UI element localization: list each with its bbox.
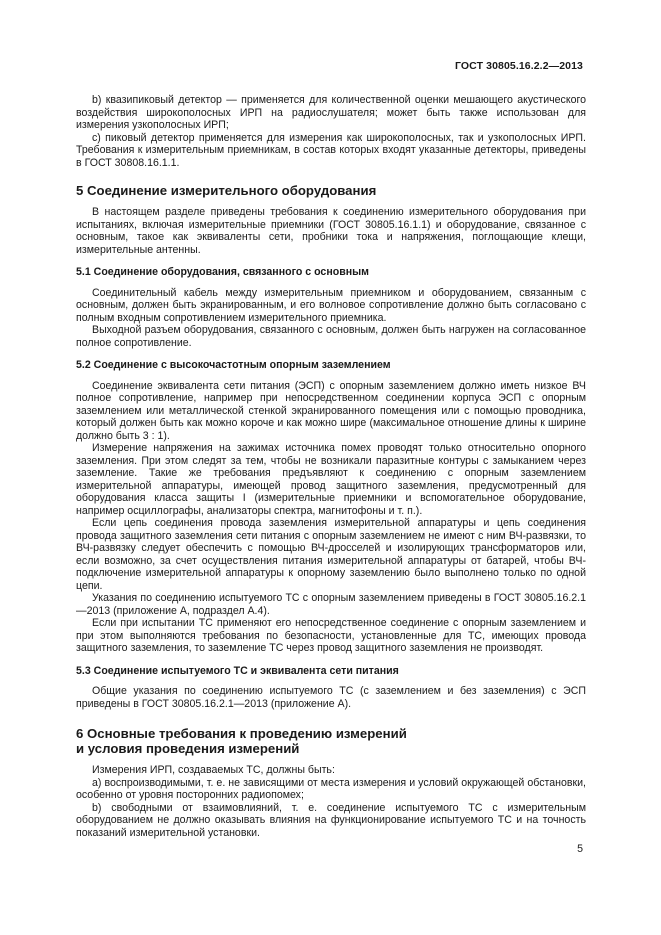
subsection-5-1-title: 5.1 Соединение оборудования, связанного с основным — [76, 266, 369, 278]
subsection-5-2-paragraph-5: Если при испытании ТС применяют его непосредственное соединение с опорным заземлением и при этом выполняются требования по безопасности, установленные для ТС, имеющих провода защитного заземления, то заземление ТС через провод защитного заземления не производят. — [76, 617, 586, 654]
subsection-5-1-paragraph-1: Соединительный кабель между измерительным приемником и оборудованием, связанным с основным, должен быть экранированным, и его волновое сопротивление должно быть согласовано с полным входным сопротивлением измерительного приемника. — [76, 286, 586, 324]
subsection-5-3-paragraph: Общие указания по соединению испытуемого ТС (с заземлением и без заземления) с ЭСП приведены в ГОСТ 30805.16.2.1—2013 (приложение А). — [76, 685, 586, 710]
section-6-title-line-2: и условия проведения измерений — [76, 741, 300, 756]
intro-item-c: c) пиковый детектор применяется для измерения как широкополосных, так и узкополосных ИРП. Требования к измерительным приемникам, в состав которых входят указанные детекторы, приведены в ГОСТ 30808.16.1.1. — [76, 131, 586, 169]
section-6-intro: Измерения ИРП, создаваемых ТС, должны быть: — [92, 764, 335, 776]
document-code-header: ГОСТ 30805.16.2.2—2013 — [455, 60, 583, 72]
subsection-5-2-paragraph-4: Указания по соединению испытуемого ТС с опорным заземлением приведены в ГОСТ 30805.16.2.1—2013 (приложение А, подраздел А.4). — [76, 592, 586, 617]
section-5-paragraph: В настоящем разделе приведены требования к соединению измерительного оборудования при испытаниях, включая измерительные приемники (ГОСТ 30805.16.1.1) и оборудование, связанное с основным, такое как эквиваленты сети, пробники тока и напряжения, поглощающие клещи, измерительные антенны. — [76, 206, 586, 256]
section-5-title: 5 Соединение измерительного оборудования — [76, 183, 377, 198]
page-number: 5 — [577, 843, 583, 855]
page-content — [76, 94, 586, 839]
subsection-5-3-title: 5.3 Соединение испытуемого ТС и эквивалента сети питания — [76, 664, 399, 677]
subsection-5-2-paragraph-3: Если цепь соединения провода заземления измерительной аппаратуры и цепь соединения провода защитного заземления сети питания с опорным заземлением не имеют с ним ВЧ-развязки, то ВЧ-развязку следует обеспечить с помощью ВЧ-дросселей и изолирующих трансформаторов или, если возможно, за счет осуществления питания измерительной аппаратуры от батарей, чтобы ВЧ-подключение измерительной аппаратуры к опорному заземлению было выполнено только по одной цепи. — [76, 517, 586, 592]
section-6-title — [76, 726, 586, 756]
subsection-5-2-paragraph-2: Измерение напряжения на зажимах источника помех проводят только относительно опорного заземления. При этом следят за тем, чтобы не возникали паразитные контуры с замыканием через заземление. Такие же требования предъявляют к соединению с опорным заземлением измерительной аппаратуры, имеющей провод защитного заземления, предусмотренный для оборудования класса защиты I (измерительные приемники и вспомогательное оборудование, например осциллографы, анализаторы спектра, магнитофоны и т. п.). — [76, 442, 586, 517]
subsection-5-2-paragraph-1: Соединение эквивалента сети питания (ЭСП) с опорным заземлением должно иметь низкое ВЧ полное сопротивление, например при непосредственном соединении корпуса ЭСП с опорным заземлением или металлической стенкой экранированного помещения или с помощью проводника, который должен быть как можно короче и как можно шире (максимальное отношение длины к ширине должно быть 3 : 1). — [76, 379, 586, 442]
subsection-5-1-paragraph-2: Выходной разъем оборудования, связанного с основным, должен быть нагружен на согласованное полное сопротивление. — [76, 324, 586, 349]
section-6-title-line-1: 6 Основные требования к проведению измерений — [76, 726, 407, 741]
section-6-item-b: b) свободными от взаимовлияний, т. е. соединение испытуемого ТС с измерительным оборудованием не должно оказывать влияния на функционирование испытуемого ТС и на точность показаний измерительной установки. — [76, 801, 586, 839]
section-6-item-a: а) воспроизводимыми, т. е. не зависящими от места измерения и условий окружающей обстановки, особенно от уровня посторонних радиопомех; — [76, 776, 586, 801]
intro-item-b: b) квазипиковый детектор — применяется для количественной оценки мешающего акустического воздействия широкополосных ИРП на радиослушателя; может быть также использован для измерения узкополосных ИРП; — [76, 94, 586, 131]
subsection-5-2-title: 5.2 Соединение с высокочастотным опорным заземлением — [76, 359, 391, 371]
